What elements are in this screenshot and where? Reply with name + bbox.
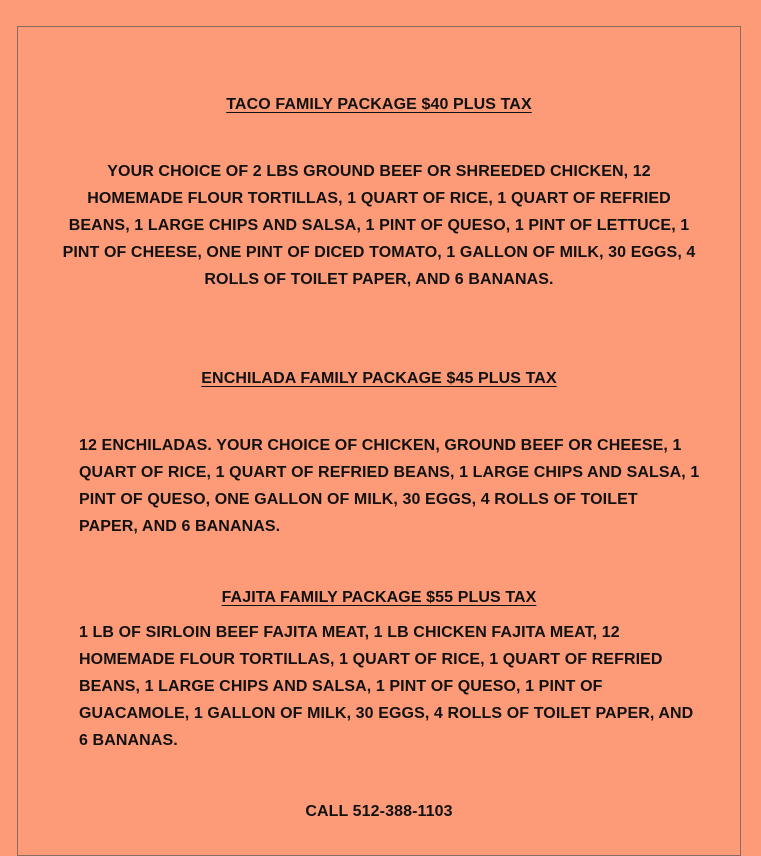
enchilada-package-description: 12 ENCHILADAS. YOUR CHOICE OF CHICKEN, GROUND BEEF OR CHEESE, 1 QUART OF RICE, 1 QUART OF REFRIED BEANS, 1 LARGE CHIPS AND SALSA, 1 PINT OF QUESO, ONE GALLON OF MILK, 30 EGGS, 4 ROLLS OF TOILET PAPER, AND 6 BANANAS. [79,437,700,535]
taco-package-heading: TACO FAMILY PACKAGE $40 PLUS TAX [226,96,532,113]
menu-document [17,26,741,856]
call-phone-number: CALL 512-388-1103 [305,803,453,820]
enchilada-package-heading: ENCHILADA FAMILY PACKAGE $45 PLUS TAX [201,370,557,387]
fajita-package-description: 1 LB OF SIRLOIN BEEF FAJITA MEAT, 1 LB CHICKEN FAJITA MEAT, 12 HOMEMADE FLOUR TORTILLAS, 1 QUART OF RICE, 1 QUART OF REFRIED BEANS, 1 LARGE CHIPS AND SALSA, 1 PINT OF QUESO, 1 PINT OF GUACAMOLE, 1 GALLON OF MILK, 30 EGGS, 4 ROLLS OF TOILET PAPER, AND 6 BANANAS. [79,624,694,749]
fajita-package-heading: FAJITA FAMILY PACKAGE $55 PLUS TAX [221,589,537,606]
taco-package-description: YOUR CHOICE OF 2 LBS GROUND BEEF OR SHREEDED CHICKEN, 12 HOMEMADE FLOUR TORTILLAS, 1 QUART OF RICE, 1 QUART OF REFRIED BEANS, 1 LARGE CHIPS AND SALSA, 1 PINT OF QUESO, 1 PINT OF LETTUCE, 1 PINT OF CHEESE, ONE PINT OF DICED TOMATO, 1 GALLON OF MILK, 30 EGGS, 4 ROLLS OF TOILET PAPER, AND 6 BANANAS. [62,163,696,288]
